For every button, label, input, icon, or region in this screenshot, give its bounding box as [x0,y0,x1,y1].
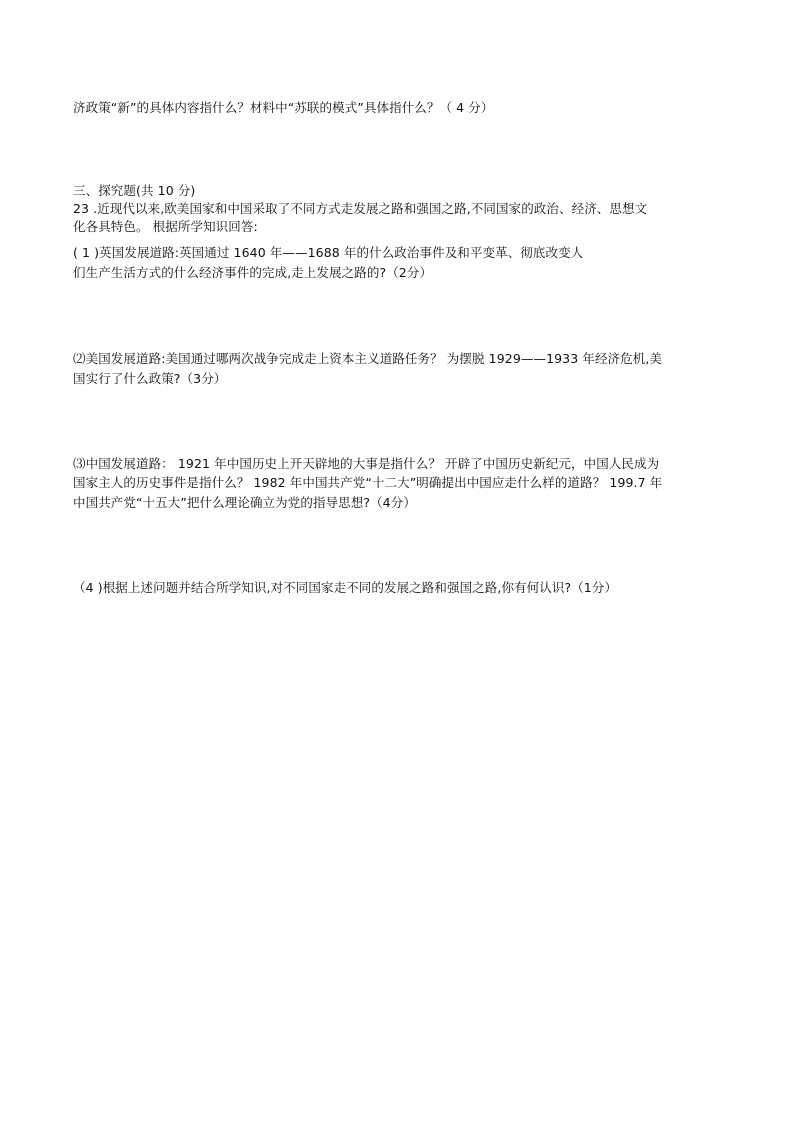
question-23-stem-line-2: 化各具特色。 根据所学知识回答: [73,219,258,234]
question-stem-text: .近现代以来,欧美国家和中国采取了不同方式走发展之路和强国之路,不同国家的政治、经济、思想文 [89,201,648,216]
section-heading: 三、探究题(共 10 分) [73,183,196,198]
question-number: 23 [73,201,90,216]
sub-question-2-line-2: 国实行了什么政策?（3分） [73,371,227,386]
sub-question-3-line-2: 国家主人的历史事件是指什么？ 1982 年中国共产党“十二大”明确提出中国应走什么样的道路？ 199.7 年 [73,475,663,490]
sub-question-3-line-3: 中国共产党“十五大”把什么理论确立为党的指导思想?（4分） [73,495,416,510]
sub-question-2-line-1: ⑵美国发展道路:美国通过哪两次战争完成走上资本主义道路任务？ 为摆脱 1929——1933 年经济危机,美 [73,351,663,366]
sub-question-3-line-1: ⑶中国发展道路： 1921 年中国历史上开天辟地的大事是指什么？ 开辟了中国历史新纪元，中国人民成为 [73,456,660,471]
sub-question-1-line-2: 们生产生活方式的什么经济事件的完成,走上发展之路的?（2分） [73,265,433,280]
sub-question-4-line-1: （4 )根据上述问题并结合所学知识,对不同国家走不同的发展之路和强国之路,你有何认识?（1分） [73,580,618,595]
question-23-stem-line-1 [73,200,647,218]
sub-question-1-line-1: ( 1 )英国发展道路:英国通过 1640 年——1688 年的什么政治事件及和平变革、彻底改变人 [73,245,584,260]
previous-question-tail: 济政策“新”的具体内容指什么？材料中“苏联的模式”具体指什么？（ 4 分） [73,100,494,115]
